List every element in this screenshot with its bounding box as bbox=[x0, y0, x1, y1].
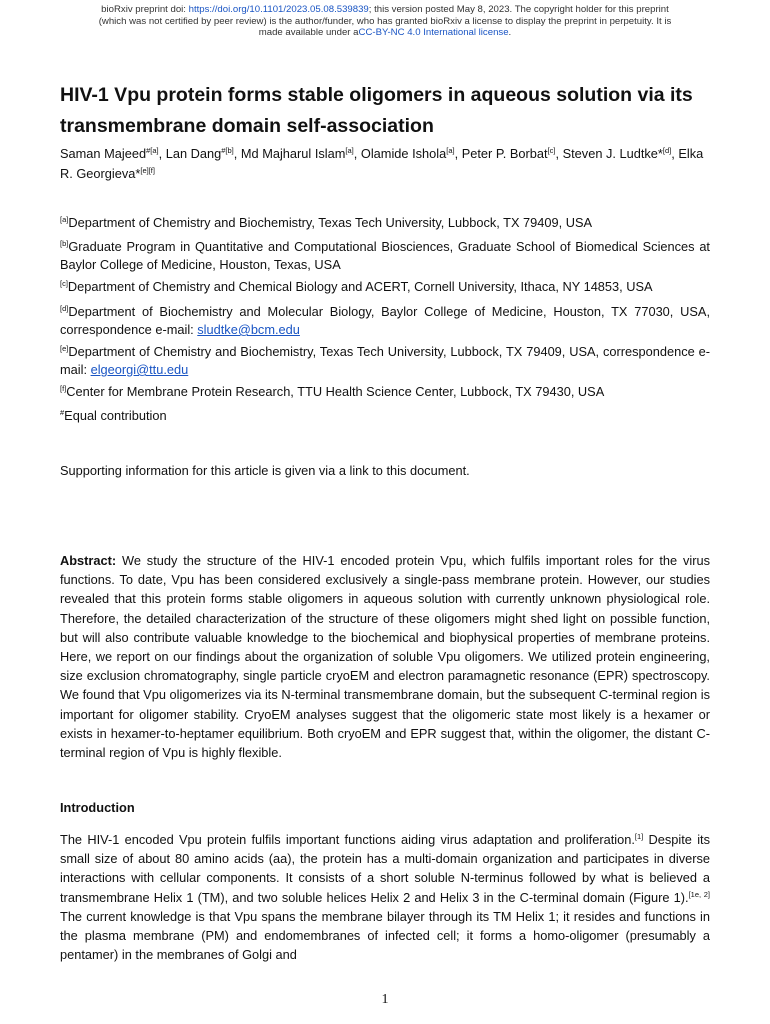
preprint-banner: bioRxiv preprint doi: https://doi.org/10.1101/2023.05.08.539839; this version posted May 8, 2023. The copyright holder for this preprint (which was not certified by peer review) is the author/funder, who has granted bioRxiv a license to display the preprint in perpetuity. It is made available under aCC-BY-NC 4.0 International license. bbox=[98, 4, 672, 39]
author-list: Saman Majeed$^{\#[a]}$, Lan Dang$^{\#[b]}$, Md Majharul Islam[a], Olamide Ishola[a], Peter P. Borbat[c], Steven J. Ludtke*[d], Elka R. Georgieva*[e][f] bbox=[60, 146, 704, 181]
affiliation-b: [b]Graduate Program in Quantitative and Computational Biosciences, Graduate School of Biomedical Sciences at Baylor College of Medicine, Houston, Texas, USA bbox=[60, 239, 710, 272]
doi-link[interactable]: https://doi.org/10.1101/2023.05.08.539839 bbox=[188, 4, 369, 15]
introduction-heading: Introduction bbox=[60, 800, 135, 815]
author: Saman Majeed bbox=[60, 146, 147, 161]
abstract-label: Abstract: bbox=[60, 553, 117, 568]
supporting-info: Supporting information for this article is given via a link to this document. bbox=[60, 463, 470, 478]
affiliation-a: [a]Department of Chemistry and Biochemistry, Texas Tech University, Lubbock, TX 79409, USA bbox=[60, 215, 593, 230]
page-number: 1 bbox=[381, 992, 389, 1007]
abstract: Abstract: We study the structure of the HIV-1 encoded protein Vpu, which fulfils important roles for the virus functions. To date, Vpu has been considered exclusively a single-pass membrane protein. However, our studies revealed that this protein forms stable oligomers in aqueous solution with currently unknown physiological role. Therefore, the detailed characterization of the structure of these oligomers might shed light on possible function, but will also contribute valuable knowledge to the biochemical and biophysical properties of membrane proteins. Here, we report on our findings about the organization of soluble Vpu oligomers. We utilized protein engineering, size exclusion chromatography, single particle cryoEM and electron paramagnetic resonance (EPR) spectroscopy. We found that Vpu oligomerizes via its N-terminal transmembrane domain, but the subsequent C-terminal region is important for oligomer stability. CryoEM analyses suggest that the oligomeric state most likely is a hexamer or exists in hexamer-to-heptamer equilibrium. Both cryoEM and EPR suggest that, within the oligomer, the distant C-terminal region of Vpu is highly flexible. bbox=[60, 553, 710, 761]
license-link[interactable]: CC-BY-NC 4.0 International license bbox=[358, 27, 509, 39]
author: Olamide Ishola bbox=[360, 146, 447, 161]
email-link-georgieva[interactable]: elgeorgi@ttu.edu bbox=[90, 362, 189, 377]
author: Peter P. Borbat bbox=[461, 146, 548, 161]
affiliation-f: [f]Center for Membrane Protein Research, TTU Health Science Center, Lubbock, TX 79430, USA bbox=[60, 384, 605, 399]
affiliation-d: [d]Department of Biochemistry and Molecular Biology, Baylor College of Medicine, Houston, TX 77030, USA, correspondence e-mail: sludtke@bcm.edu bbox=[60, 304, 710, 337]
author: Lan Dang bbox=[165, 146, 222, 161]
affiliation-e: [e]Department of Chemistry and Biochemistry, Texas Tech University, Lubbock, TX 79409, USA, correspondence e-mail: elgeorgi@ttu.edu bbox=[60, 344, 710, 377]
equal-contribution-note: #Equal contribution bbox=[60, 408, 167, 423]
affiliation-c: [c]Department of Chemistry and Chemical Biology and ACERT, Cornell University, Ithaca, NY 14853, USA bbox=[60, 279, 653, 294]
email-link-ludtke[interactable]: sludtke@bcm.edu bbox=[197, 322, 300, 337]
author: Elka R. Georgieva* bbox=[60, 146, 704, 181]
introduction-paragraph: The HIV-1 encoded Vpu protein fulfils important functions aiding virus adaptation and proliferation.[1] Despite its small size of about 80 amino acids (aa), the protein has a multi-domain organization and participates in diverse interactions with cellular components. It consists of a short soluble N-terminus followed by what is believed a transmembrane Helix 1 (TM), and two soluble helices Helix 2 and Helix 3 in the C-terminal domain (Figure 1).[1e, 2] The current knowledge is that Vpu spans the membrane bilayer through its TM Helix 1; it resides and functions in the plasma membrane (PM) and endomembranes of infected cell; it forms a homo-oligomer (presumably a pentamer) in the membranes of Golgi and bbox=[60, 832, 710, 963]
paper-title: HIV-1 Vpu protein forms stable oligomers in aqueous solution via its transmembrane domain self-association bbox=[60, 84, 693, 137]
author: Steven J. Ludtke* bbox=[562, 146, 663, 161]
author: Md Majharul Islam bbox=[240, 146, 346, 161]
